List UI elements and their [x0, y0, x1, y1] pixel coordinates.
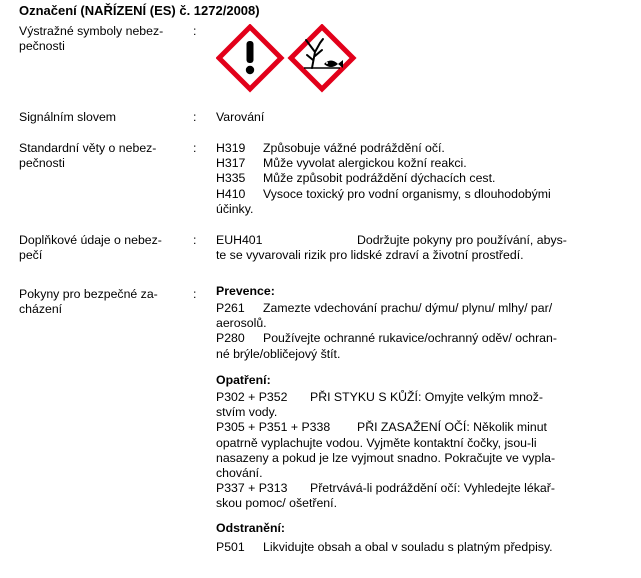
- prevention-heading: Prevence:: [216, 284, 275, 298]
- euh-text: te se vyvarovali rizik pro lidské zdraví a životní prostředí.: [216, 248, 524, 263]
- signal-word-value: Varování: [216, 110, 265, 124]
- ghs-pictograms: [216, 24, 358, 94]
- p-text: opatrně vyplachujte vodou. Vyjměte kontaktní čočky, jsou-li: [216, 435, 537, 450]
- p-text: Likvidujte obsah a obal v souladu s platným předpisy.: [263, 540, 553, 554]
- hazard-statements-list: [216, 141, 596, 217]
- p-code: P261: [216, 301, 245, 315]
- p-text: Používejte ochranné rukavice/ochranný oděv/ ochran-: [263, 331, 557, 346]
- hazard-text: Může způsobit podráždění dýchacích cest.: [263, 171, 496, 186]
- signal-word-label: Signálním slovem: [19, 110, 117, 124]
- p-code: P280: [216, 331, 245, 346]
- colon: :: [193, 110, 197, 124]
- response-section: [216, 373, 596, 512]
- exclamation-mark-icon: [219, 27, 281, 89]
- p-text: aerosolů.: [216, 316, 267, 331]
- response-heading: Opatření:: [216, 373, 271, 387]
- p-code: P337 + P313: [216, 481, 288, 496]
- hazard-text: Způsobuje vážné podráždění očí.: [263, 141, 445, 155]
- hazard-code: H410: [216, 186, 246, 201]
- hazard-code: H335: [216, 171, 246, 186]
- disposal-section: [216, 521, 596, 555]
- p-text: nasazeny a pokud je lze vyjmout snadno. Pokračujte ve vypla-: [216, 450, 556, 465]
- hazard-text-continuation: účinky.: [216, 201, 254, 216]
- p-text: Přetrvává-li podráždění očí: Vyhledejte lékař-: [310, 481, 555, 496]
- supplementary-label: Doplňkové údaje o nebez- pečí: [19, 233, 162, 262]
- p-text: chování.: [216, 465, 263, 480]
- p-code: P302 + P352: [216, 390, 288, 404]
- euh-code: EUH401: [216, 233, 263, 247]
- hazard-statements-label: Standardní věty o nebez- pečnosti: [19, 141, 157, 170]
- p-text: PŘI STYKU S KŮŽÍ: Omyjte velkým množ-: [310, 390, 543, 404]
- hazard-text: Může vyvolat alergickou kožní reakci.: [263, 156, 467, 171]
- p-text: stvím vody.: [216, 405, 278, 420]
- supplementary-info: [216, 233, 596, 263]
- hazard-statement-item: [216, 187, 596, 202]
- section-header: Označení (NAŘÍZENÍ (ES) č. 1272/2008): [19, 3, 260, 18]
- colon: :: [193, 287, 197, 301]
- p-text: PŘI ZASAŽENÍ OČÍ: Několik minut: [357, 420, 547, 435]
- p-text: Zamezte vdechování prachu/ dýmu/ plynu/ mlhy/ par/: [263, 301, 553, 315]
- hazard-code: H319: [216, 141, 246, 155]
- hazard-statement-item: [216, 156, 596, 171]
- p-code: P305 + P351 + P338: [216, 420, 331, 435]
- precautionary-label: Pokyny pro bezpečné za- cházení: [19, 287, 158, 316]
- hazard-statement-item: [216, 171, 596, 186]
- p-text: skou pomoc/ ošetření.: [216, 496, 337, 511]
- prevention-section: [216, 284, 596, 362]
- pictograms-label: Výstražné symboly nebez- pečnosti: [19, 24, 164, 53]
- hazard-code: H317: [216, 156, 246, 171]
- disposal-heading: Odstranění:: [216, 521, 286, 535]
- euh-text: Dodržujte pokyny pro používání, abys-: [357, 233, 567, 247]
- colon: :: [193, 24, 197, 38]
- hazard-text: Vysoce toxický pro vodní organismy, s dlouhodobými: [263, 186, 551, 201]
- environment-hazard-icon: [291, 27, 353, 89]
- p-code: P501: [216, 540, 245, 554]
- colon: :: [193, 233, 197, 247]
- colon: :: [193, 141, 197, 155]
- p-text: né brýle/obličejový štít.: [216, 346, 341, 361]
- hazard-statement-item: [216, 141, 596, 156]
